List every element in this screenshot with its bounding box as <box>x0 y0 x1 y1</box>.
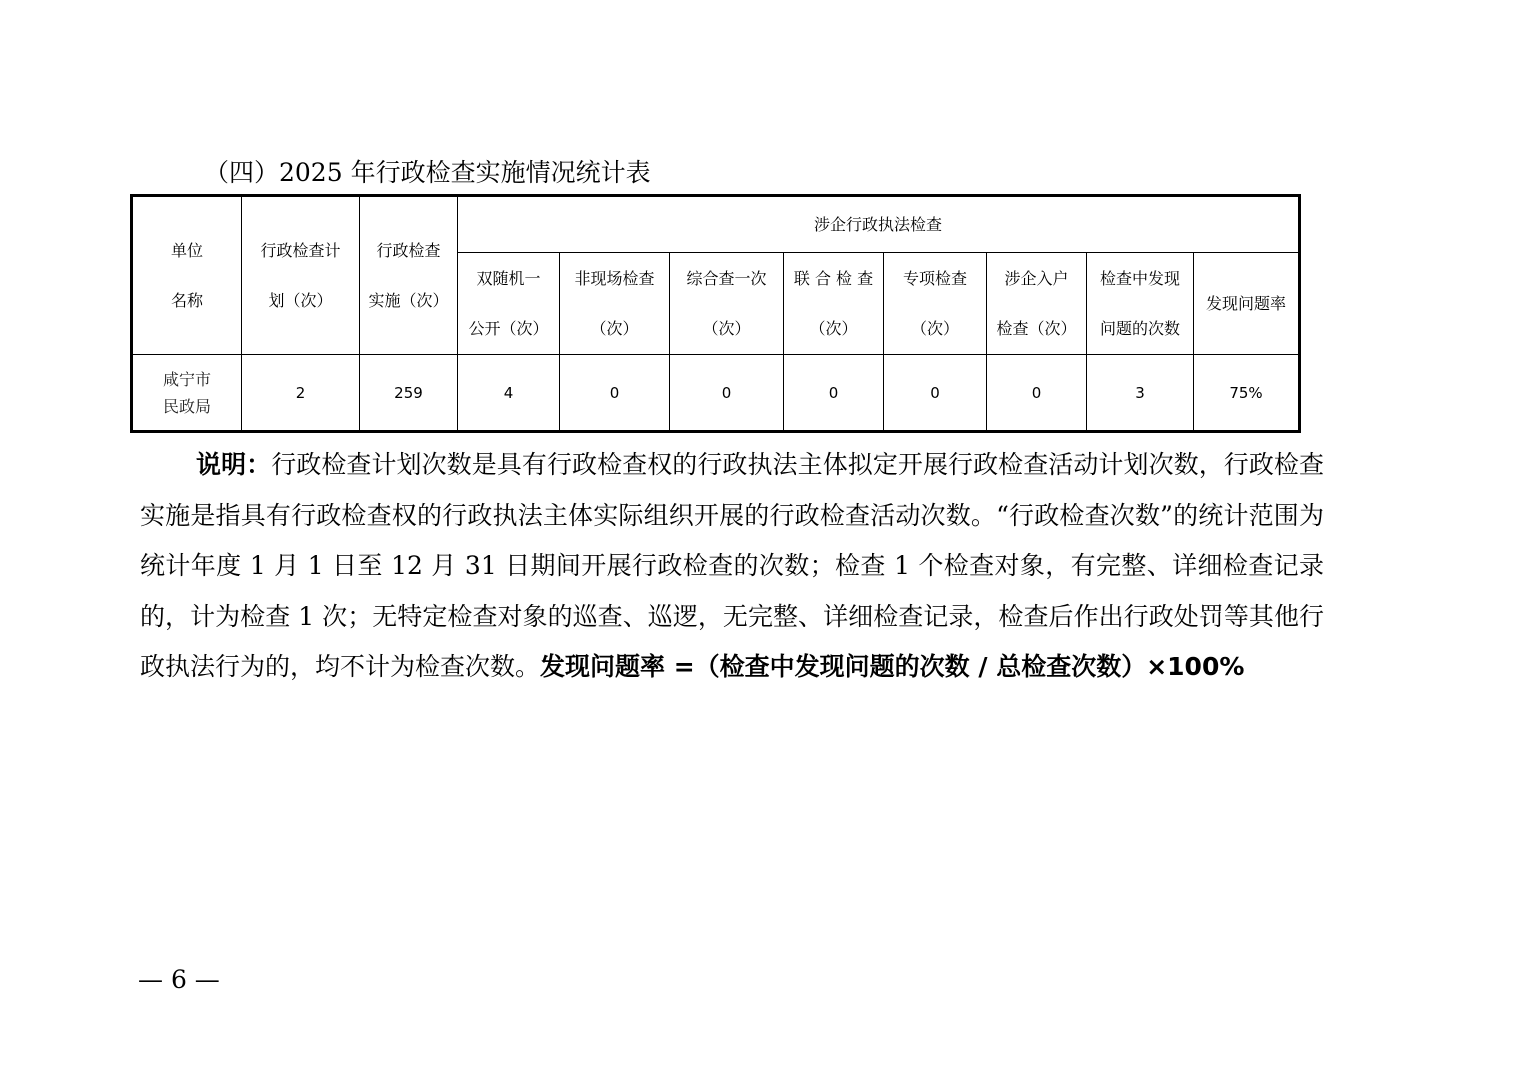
cell-plan: 2 <box>242 355 360 432</box>
cell-impl: 259 <box>360 355 458 432</box>
note-lead: 说明： <box>196 450 272 479</box>
table-row <box>132 355 1300 432</box>
header-impl: 行政检查 实施（次） <box>360 196 458 355</box>
header-onsite: 涉企入户 检查（次） <box>987 253 1087 355</box>
note-body: 行政检查计划次数是具有行政检查权的行政执法主体拟定开展行政检查活动计划次数，行政检查实施是指具有行政检查权的行政执法主体实际组织开展的行政检查活动次数。“行政检查次数”的统计范围为统计年度 1 月 1 日至 12 月 31 日期间开展行政检查的次数；检查 1 个检查对象，有完整、详细检查记录的，计为检查 1 次；无特定检查对象的巡查、巡逻，无完整、详细检查记录，检查后作出行政处罚等其他行政执法行为的，均不计为检查次数。 <box>140 450 1324 681</box>
header-plan: 行政检查计 划（次） <box>242 196 360 355</box>
header-unit: 单位 名称 <box>132 196 242 355</box>
table-title: （四）2025 年行政检查实施情况统计表 <box>204 158 651 187</box>
header-group: 涉企行政执法检查 <box>458 196 1300 253</box>
header-special: 专项检查 （次） <box>884 253 987 355</box>
cell-joint: 0 <box>784 355 884 432</box>
cell-unit: 咸宁市 民政局 <box>132 355 242 432</box>
header-comprehensive: 综合查一次 （次） <box>670 253 784 355</box>
cell-onsite: 0 <box>987 355 1087 432</box>
header-problem-rate: 发现问题率 <box>1194 253 1300 355</box>
page-number: — 6 — <box>138 965 220 994</box>
inspection-stats-table <box>130 194 1301 433</box>
note-formula: 发现问题率 =（检查中发现问题的次数 / 总检查次数）×100% <box>540 652 1245 681</box>
cell-special: 0 <box>884 355 987 432</box>
cell-offsite: 0 <box>560 355 670 432</box>
header-joint: 联 合 检 查 （次） <box>784 253 884 355</box>
header-problems-found: 检查中发现 问题的次数 <box>1087 253 1194 355</box>
cell-problems-found: 3 <box>1087 355 1194 432</box>
header-random: 双随机一 公开（次） <box>458 253 560 355</box>
cell-random: 4 <box>458 355 560 432</box>
cell-comprehensive: 0 <box>670 355 784 432</box>
explanation-note <box>140 440 1324 693</box>
cell-problem-rate: 75% <box>1194 355 1300 432</box>
header-offsite: 非现场检查 （次） <box>560 253 670 355</box>
